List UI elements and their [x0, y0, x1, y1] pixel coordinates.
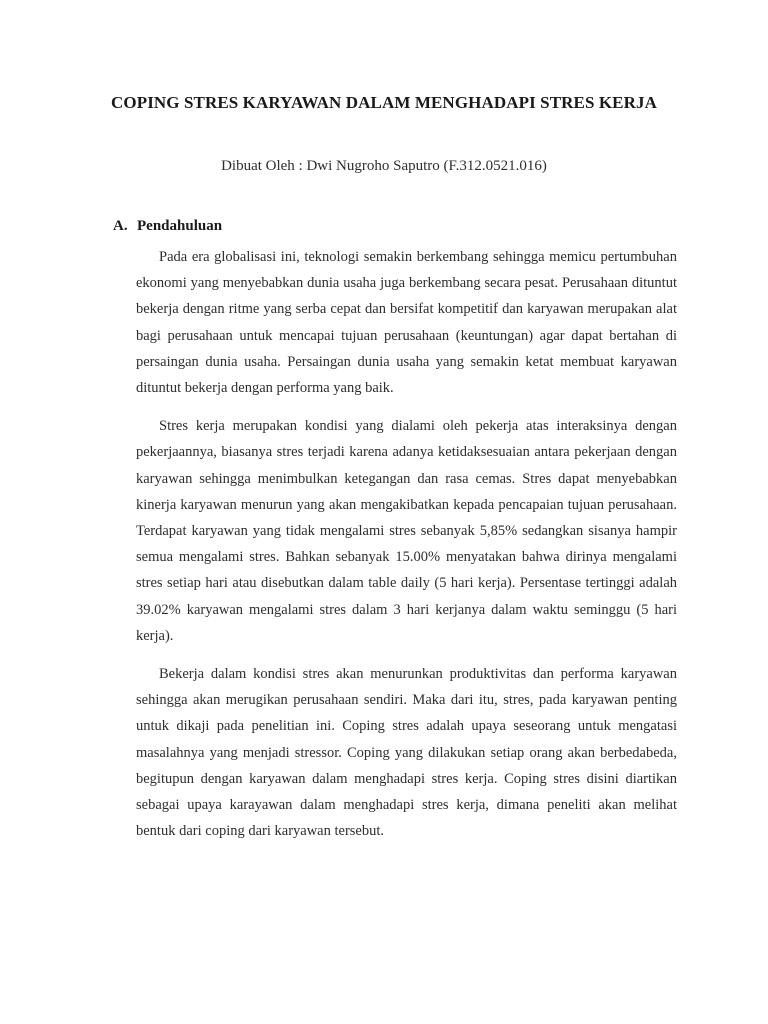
document-title: COPING STRES KARYAWAN DALAM MENGHADAPI STRES KERJA	[111, 93, 657, 112]
author-line: Dibuat Oleh : Dwi Nugroho Saputro (F.312.0521.016)	[221, 158, 547, 174]
section-heading	[113, 218, 222, 235]
section-title: Pendahuluan	[137, 218, 223, 234]
section-body	[136, 244, 677, 856]
paragraph-2: Stres kerja merupakan kondisi yang dialami oleh pekerja atas interaksinya dengan pekerjaannya, biasanya stres terjadi karena adanya ketidaksesuaian antara pekerjaan dengan karyawan sehingga menimbulkan ketegangan dan rasa cemas. Stres dapat menyebabkan kinerja karyawan menurun yang akan mengakibatkan kepada pencapaian tujuan perusahaan. Terdapat karyawan yang tidak mengalami stres sebanyak 5,85% sedangkan sisanya hampir semua mengalami stres. Bahkan sebanyak 15.00% menyatakan bahwa dirinya mengalami stres setiap hari atau disebutkan dalam table daily (5 hari kerja). Persentase tertinggi adalah 39.02% karyawan mengalami stres dalam 3 hari kerjanya dalam waktu seminggu (5 hari kerja).	[136, 418, 677, 644]
paragraph-3: Bekerja dalam kondisi stres akan menurunkan produktivitas dan performa karyawan sehingga akan merugikan perusahaan sendiri. Maka dari itu, stres, pada karyawan penting untuk dikaji pada penelitian ini. Coping stres adalah upaya seseorang untuk mengatasi masalahnya yang menjadi stressor. Coping yang dilakukan setiap orang akan berbedabeda, begitupun dengan karyawan dalam menghadapi stres kerja. Coping stres disini diartikan sebagai upaya karayawan dalam menghadapi stres kerja, dimana peneliti akan melihat bentuk dari coping dari karyawan tersebut.	[136, 666, 677, 840]
paragraph-1: Pada era globalisasi ini, teknologi semakin berkembang sehingga memicu pertumbuhan ekonomi yang menyebabkan dunia usaha juga berkembang secara pesat. Perusahaan dituntut bekerja dengan ritme yang serba cepat dan bersifat kompetitif dan karyawan merupakan alat bagi perusahaan untuk mencapai tujuan perusahaan (keuntungan) agar dapat bertahan di persaingan dunia usaha. Persaingan dunia usaha yang semakin ketat membuat karyawan dituntut bekerja dengan performa yang baik.	[136, 249, 677, 397]
section-letter: A.	[113, 218, 128, 234]
